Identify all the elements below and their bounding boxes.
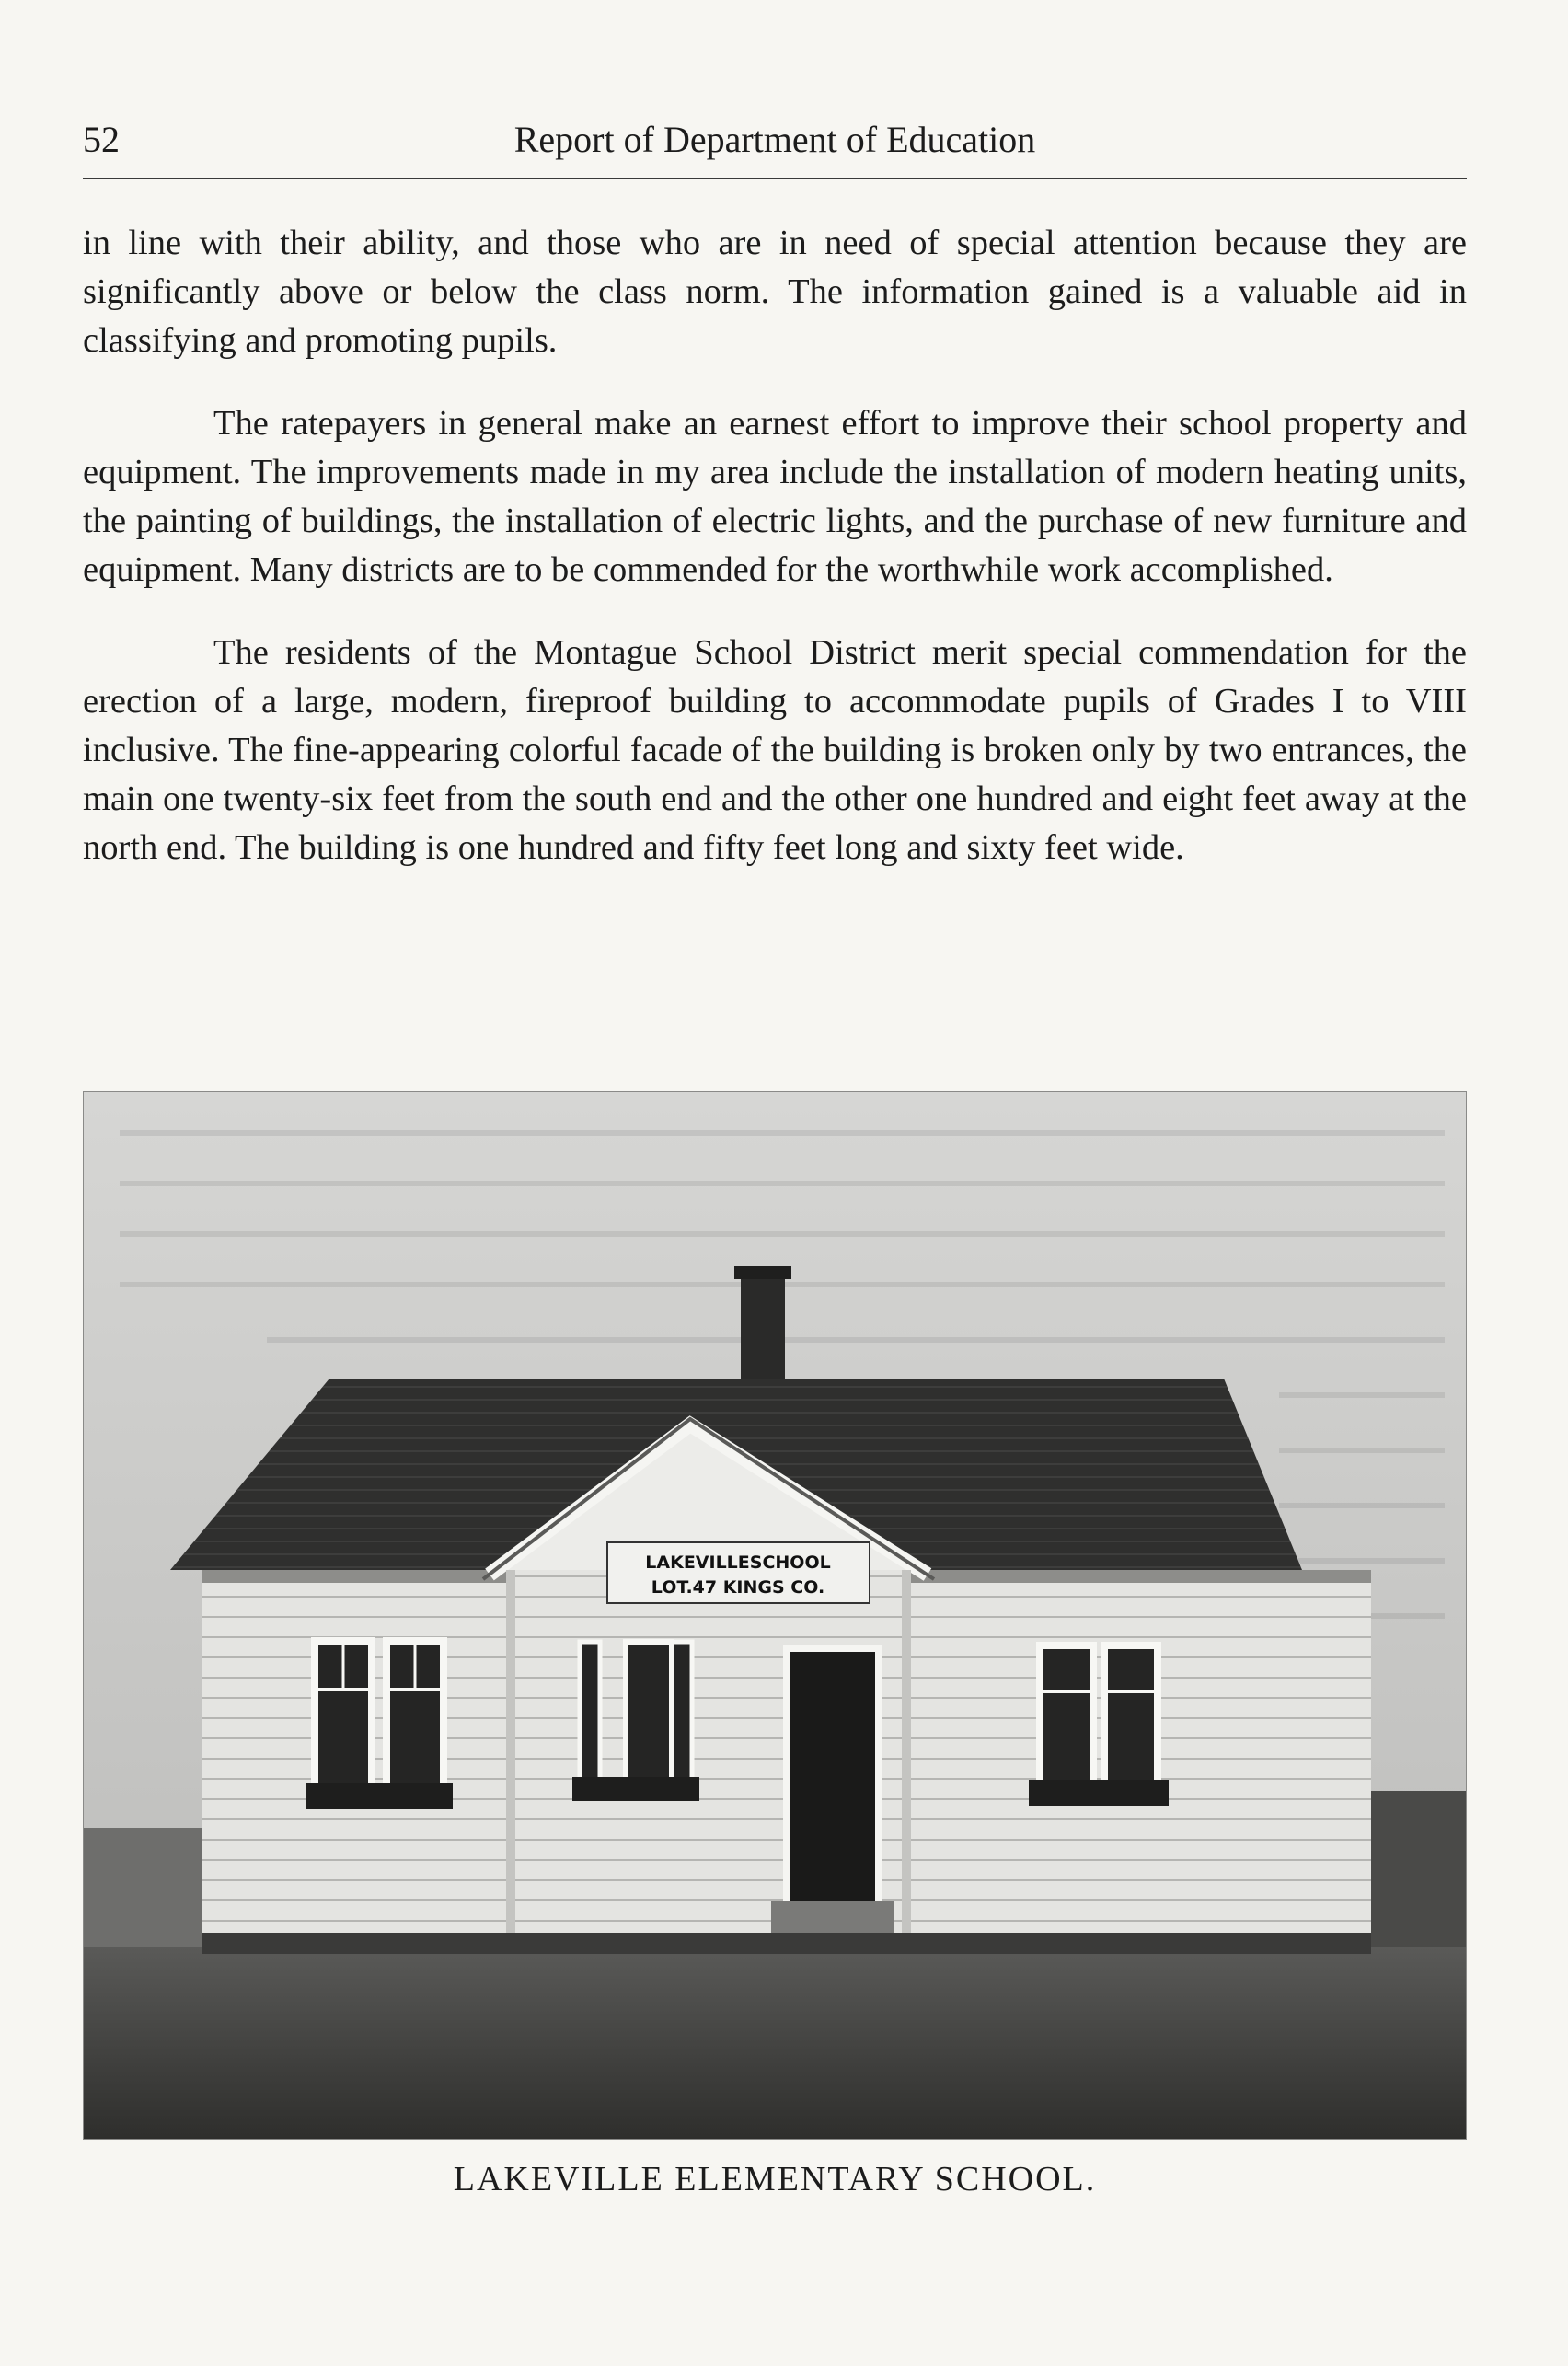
paragraph-2: The ratepayers in general make an earnest effort to improve their school property and equipment. The improvements made in my area include the installation of modern heating units, the painting of buildings, the installation of electric lights, and the purchase of new furniture and equipment. Many districts are to be commended for the worthwhile work accomplished. (83, 404, 1467, 589)
header-rule (83, 178, 1467, 179)
paragraph-3: The residents of the Montague School District merit special commendation for the erection of a large, modern, fireproof building to accommodate pupils of Grades I to VIII inclusive. The fine-appearing colorful facade of the building is broken only by two entrances, the main one twenty-six feet from the south end and the other one hundred and eight feet away at the north end. The building is one hundred and fifty feet long and sixty feet wide. (83, 633, 1467, 867)
sign-line-2: LOT.47 KINGS CO. (651, 1577, 825, 1598)
body-text (83, 219, 1467, 906)
page-number: 52 (83, 119, 120, 160)
school-photo (83, 1091, 1467, 2140)
school-photo-illustration (83, 1091, 1467, 2140)
photo-caption: LAKEVILLE ELEMENTARY SCHOOL. (453, 2160, 1097, 2199)
foundation (202, 1933, 1371, 1954)
ground (83, 1947, 1467, 2140)
main-door (787, 1648, 879, 1906)
running-title: Report of Department of Education (513, 119, 1036, 160)
sign-line-1: LAKEVILLESCHOOL (645, 1552, 831, 1573)
paragraph-1: in line with their ability, and those who are in need of special attention because they are significantly above or below the class norm. The information gained is a valuable aid in classifying and promoting pupils. (83, 224, 1467, 360)
page-header (83, 112, 1467, 167)
window-center (572, 1642, 699, 1801)
